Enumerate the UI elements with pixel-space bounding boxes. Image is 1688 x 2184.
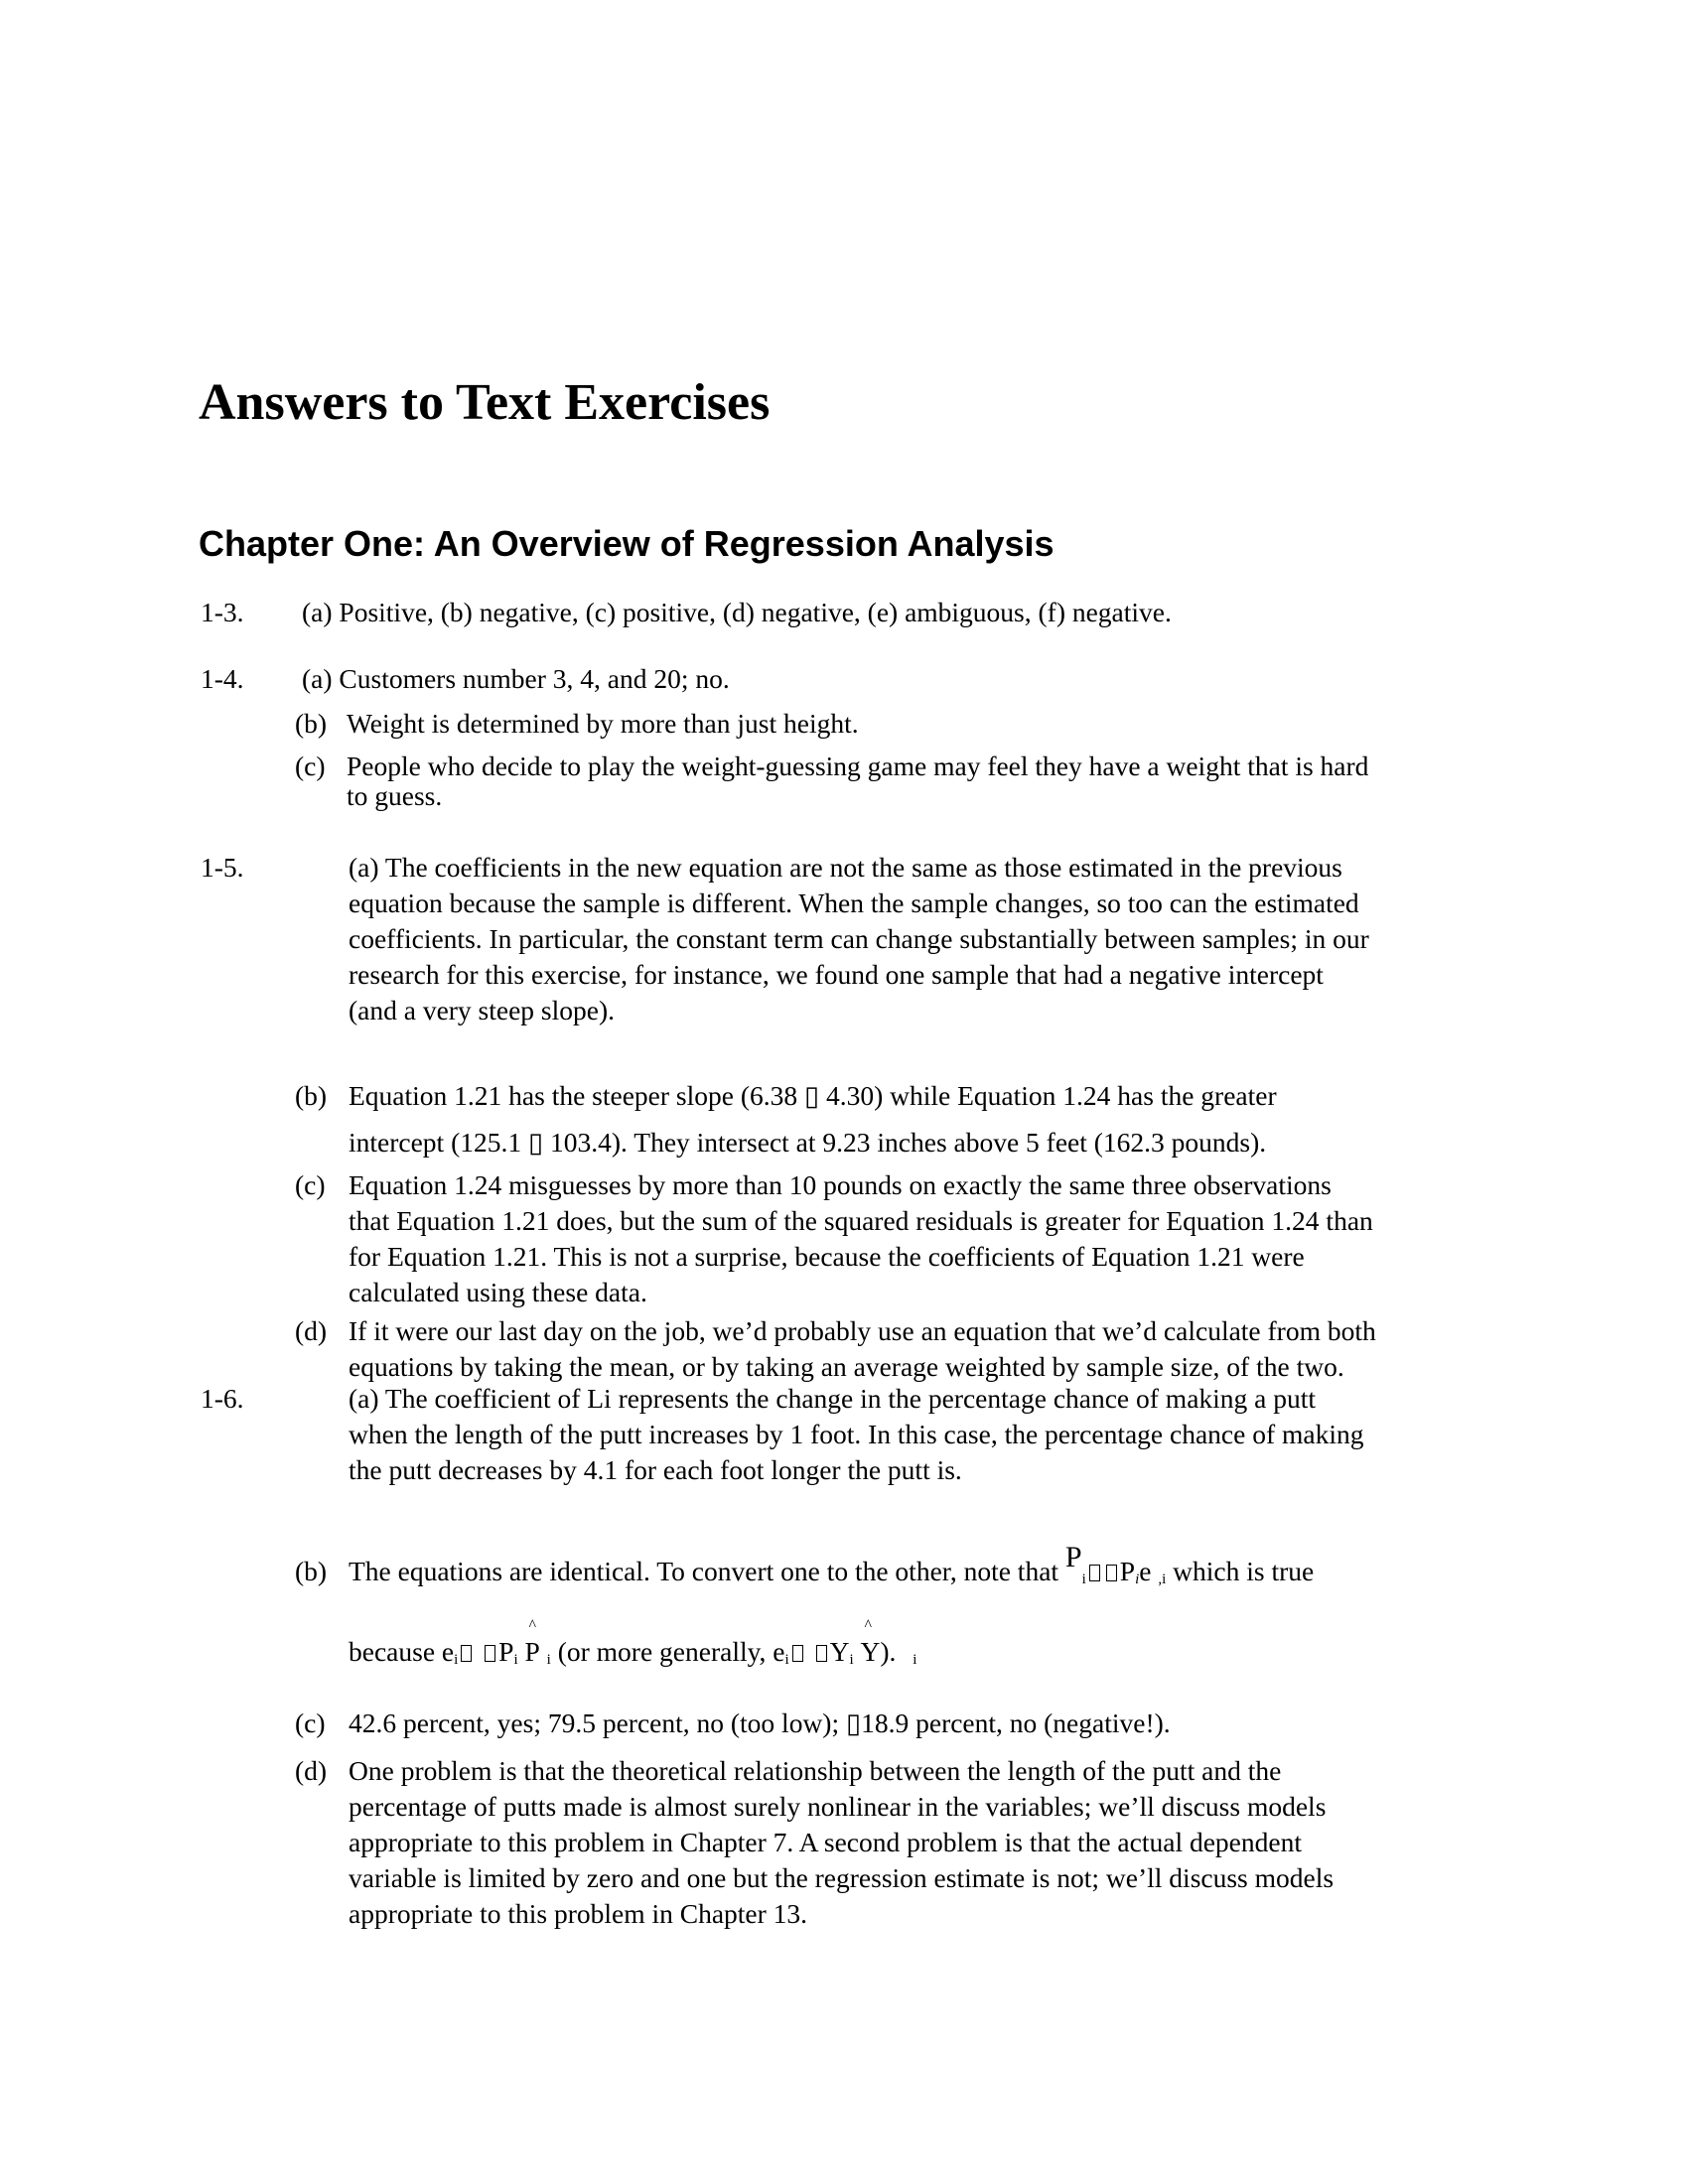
missing-glyph-icon (792, 1645, 803, 1662)
missing-glyph-icon (461, 1645, 472, 1662)
exercise-answer-line: (a) The coefficients in the new equation are not the same as those estimated in the previous (349, 852, 1342, 883)
exercise-answer-line: Equation 1.24 misguesses by more than 10 pounds on exactly the same three observations (349, 1169, 1332, 1200)
exercise-answer-line: calculated using these data. (349, 1277, 647, 1307)
subscript-i: i (1081, 1571, 1086, 1587)
equation-text: The equations are identical. To convert one to the other, note that (349, 1556, 1059, 1586)
subscript-i: i (913, 1652, 917, 1668)
subscript-comma-i: ,i (1158, 1571, 1167, 1587)
subscript-i: i (454, 1652, 459, 1668)
p-symbol: P (498, 1636, 514, 1667)
exercise-answer-line: the putt decreases by 4.1 for each foot longer the putt is. (349, 1454, 962, 1485)
missing-glyph-icon (1106, 1565, 1117, 1581)
exercise-number: 1-3. (201, 597, 244, 627)
exercise-answer-line: (a) Positive, (b) negative, (c) positive, (d) negative, (e) ambiguous, (f) negative. (302, 597, 1172, 627)
exercise-answer-line: (and a very steep slope). (349, 995, 616, 1025)
part-label: (c) (295, 751, 326, 781)
exercise-number: 1-4. (201, 663, 244, 694)
exercise-answer-line: when the length of the putt increases by 1 foot. In this case, the percentage chance of making (349, 1419, 1364, 1449)
exercise-answer-line: (a) The coefficient of Li represents the change in the percentage chance of making a putt (349, 1383, 1317, 1414)
part-label: (d) (295, 1315, 328, 1346)
part-label: (b) (295, 1080, 328, 1111)
subscript-i: i (546, 1652, 551, 1668)
exercise-answer-line: Equation 1.21 has the steeper slope (6.38 ▯ 4.30) while Equation 1.24 has the greater (349, 1080, 1277, 1111)
subscript-i: i (784, 1652, 789, 1668)
exercise-answer-line: that Equation 1.21 does, but the sum of the squared residuals is greater for Equation 1.24 than (349, 1205, 1373, 1236)
equation-text: (or more generally, e (557, 1636, 785, 1667)
exercise-answer-line: If it were our last day on the job, we’d probably use an equation that we’d calculate from both (349, 1315, 1376, 1346)
exercise-answer-line: variable is limited by zero and one but the regression estimate is not; we’ll discuss models (349, 1862, 1335, 1893)
exercise-answer-line: equations by taking the mean, or by taking an average weighted by sample size, of the two. (349, 1351, 1344, 1382)
subscript-i: i (1135, 1571, 1140, 1587)
missing-glyph-icon (816, 1645, 827, 1662)
exercise-number: 1-6. (201, 1383, 244, 1414)
p-hat-symbol: ^ P (525, 1636, 540, 1668)
exercise-answer-line: equation because the sample is different. When the sample changes, so too can the estimated (349, 887, 1359, 918)
part-label: (b) (295, 708, 328, 739)
equation-close: ). (880, 1636, 897, 1667)
subscript-i: i (849, 1652, 854, 1668)
exercise-number: 1-5. (201, 852, 244, 883)
exercise-answer-line: coefficients. In particular, the constant term can change substantially between samples; in our (349, 923, 1369, 954)
chapter-heading: Chapter One: An Overview of Regression Analysis (199, 523, 1055, 564)
missing-glyph-icon (485, 1645, 495, 1662)
exercise-answer-line: One problem is that the theoretical relationship between the length of the putt and the (349, 1755, 1282, 1786)
exercise-answer-line: appropriate to this problem in Chapter 7. A second problem is that the actual dependent (349, 1827, 1302, 1857)
exercise-answer-line: Weight is determined by more than just height. (347, 708, 859, 739)
exercise-answer-line: for Equation 1.21. This is not a surprise, because the coefficients of Equation 1.21 were (349, 1241, 1305, 1272)
exercise-answer-line: research for this exercise, for instance, we found one sample that had a negative intercept (349, 959, 1324, 990)
missing-glyph-icon (1089, 1565, 1100, 1581)
exercise-answer-line: appropriate to this problem in Chapter 13. (349, 1898, 808, 1929)
equation-line (349, 1541, 1315, 1595)
exercise-answer-line: percentage of putts made is almost surely nonlinear in the variables; we’ll discuss models (349, 1791, 1327, 1822)
part-label: (c) (295, 1707, 326, 1738)
exercise-answer-line: 42.6 percent, yes; 79.5 percent, no (too low); ▯18.9 percent, no (negative!). (349, 1707, 1171, 1738)
equation-line (349, 1636, 916, 1676)
exercise-answer-line: People who decide to play the weight-guessing game may feel they have a weight that is hard (347, 751, 1369, 781)
part-label: (b) (295, 1556, 328, 1586)
equation-tail: which is true (1173, 1556, 1315, 1586)
e-symbol: e (1139, 1556, 1152, 1586)
y-symbol: Y (829, 1636, 850, 1667)
exercise-answer-line: (a) Customers number 3, 4, and 20; no. (302, 663, 730, 694)
exercise-answer-line: to guess. (347, 780, 443, 811)
page-title: Answers to Text Exercises (199, 374, 771, 431)
p-hat-symbol: P (1064, 1541, 1082, 1573)
p-symbol: P (1119, 1556, 1136, 1586)
subscript-i: i (513, 1652, 518, 1668)
exercise-answer-line: intercept (125.1 ▯ 103.4). They intersect at 9.23 inches above 5 feet (162.3 pounds). (349, 1127, 1267, 1158)
equation-text: because e (349, 1636, 455, 1667)
part-label: (c) (295, 1169, 326, 1200)
part-label: (d) (295, 1755, 328, 1786)
y-hat-symbol: ^ Y (860, 1636, 880, 1668)
